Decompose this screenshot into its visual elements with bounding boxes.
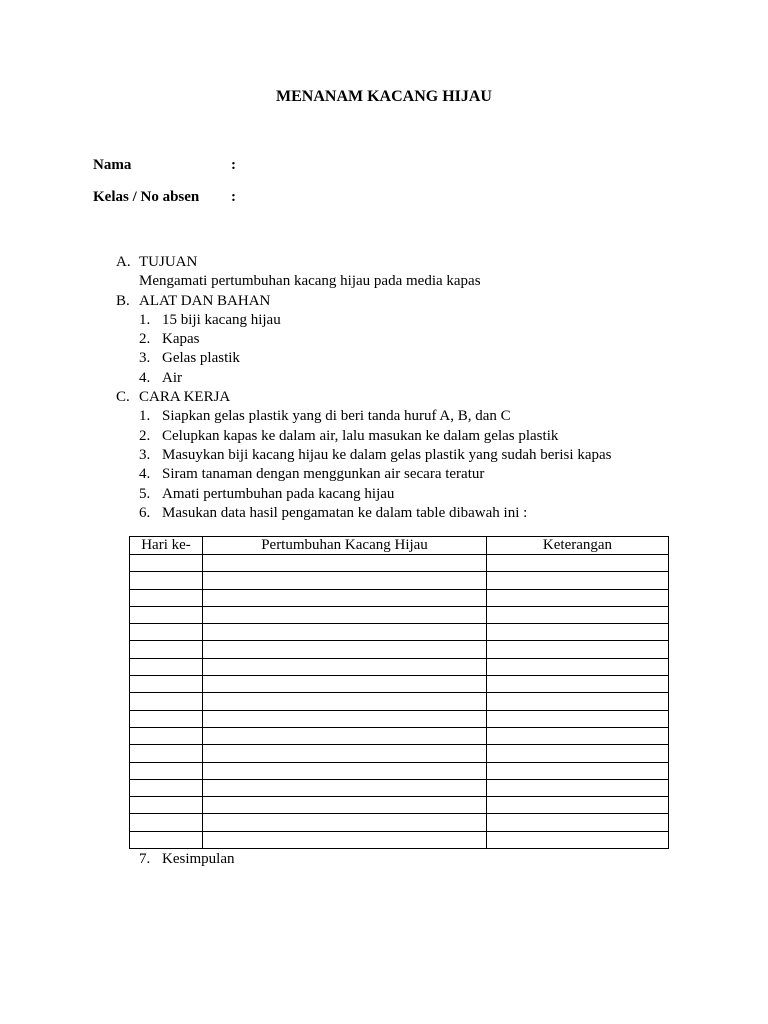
table-cell[interactable] (487, 624, 669, 641)
item-text: Siapkan gelas plastik yang di beri tanda huruf A, B, dan C (162, 408, 511, 425)
item-text: 15 biji kacang hijau (162, 311, 281, 328)
item-number: 1. (139, 311, 151, 328)
list-item (116, 446, 611, 465)
table-cell[interactable] (487, 641, 669, 658)
table-cell[interactable] (487, 745, 669, 762)
table-cell[interactable] (130, 555, 203, 572)
table-cell[interactable] (203, 589, 487, 606)
table-cell[interactable] (130, 797, 203, 814)
section-heading-text: CARA KERJA (139, 389, 231, 406)
section-letter: A. (116, 254, 131, 270)
item-number: 5. (139, 485, 151, 502)
item-number: 4. (139, 369, 151, 386)
table-cell[interactable] (203, 624, 487, 641)
table-cell[interactable] (203, 745, 487, 762)
table-cell[interactable] (130, 624, 203, 641)
table-cell[interactable] (487, 797, 669, 814)
section-letter: C. (116, 389, 130, 406)
field-label: Nama (93, 157, 132, 173)
table-row (130, 555, 669, 572)
table-cell[interactable] (487, 658, 669, 675)
section-heading-text: TUJUAN (139, 254, 198, 270)
table-cell[interactable] (203, 797, 487, 814)
section-b-list (116, 311, 611, 388)
table-row (130, 779, 669, 796)
table-cell[interactable] (203, 641, 487, 658)
section-a-text: Mengamati pertumbuhan kacang hijau pada media kapas (139, 273, 481, 290)
observation-table (129, 536, 669, 849)
table-cell[interactable] (487, 555, 669, 572)
table-row (130, 693, 669, 710)
table-cell[interactable] (487, 727, 669, 744)
list-item (116, 465, 611, 484)
table-cell[interactable] (130, 745, 203, 762)
table-cell[interactable] (203, 779, 487, 796)
table-cell[interactable] (203, 572, 487, 589)
table-cell[interactable] (487, 676, 669, 693)
table-cell[interactable] (487, 572, 669, 589)
table-cell[interactable] (130, 658, 203, 675)
table-row (130, 624, 669, 641)
field-kelas-no-absen (93, 189, 236, 206)
table-cell[interactable] (203, 710, 487, 727)
table-row (130, 641, 669, 658)
item-text: Masukan data hasil pengamatan ke dalam table dibawah ini : (162, 504, 528, 521)
table-row (130, 710, 669, 727)
kesimpulan-item (139, 850, 235, 869)
table-cell[interactable] (487, 779, 669, 796)
list-item (116, 330, 611, 349)
item-number: 2. (139, 427, 151, 444)
item-text: Air (162, 369, 182, 386)
column-header-keterangan: Keterangan (487, 537, 669, 555)
table-cell[interactable] (130, 589, 203, 606)
table-cell[interactable] (203, 727, 487, 744)
item-text: Celupkan kapas ke dalam air, lalu masukan ke dalam gelas plastik (162, 427, 559, 444)
table-cell[interactable] (130, 676, 203, 693)
table-cell[interactable] (203, 658, 487, 675)
table-cell[interactable] (487, 589, 669, 606)
table-cell[interactable] (203, 762, 487, 779)
table-cell[interactable] (203, 814, 487, 831)
item-number: 2. (139, 331, 151, 348)
list-item (116, 369, 611, 388)
table-row (130, 572, 669, 589)
table-cell[interactable] (203, 693, 487, 710)
item-text: Amati pertumbuhan pada kacang hijau (162, 485, 395, 502)
table-cell[interactable] (487, 710, 669, 727)
table-cell[interactable] (203, 606, 487, 623)
table-header-row (130, 537, 669, 555)
table-cell[interactable] (130, 779, 203, 796)
table-row (130, 831, 669, 848)
item-number: 3. (139, 350, 151, 367)
field-colon: : (231, 157, 236, 173)
table-cell[interactable] (130, 762, 203, 779)
item-text: Masuykan biji kacang hijau ke dalam gelas plastik yang sudah berisi kapas (162, 446, 612, 463)
item-text: Siram tanaman dengan menggunkan air secara teratur (162, 466, 485, 483)
item-number: 6. (139, 504, 151, 521)
table-row (130, 745, 669, 762)
table-cell[interactable] (487, 693, 669, 710)
table-cell[interactable] (487, 814, 669, 831)
table-row (130, 797, 669, 814)
table-cell[interactable] (130, 641, 203, 658)
table-cell[interactable] (130, 606, 203, 623)
table-cell[interactable] (487, 606, 669, 623)
list-item (116, 485, 611, 504)
section-a-heading (116, 253, 611, 272)
table-cell[interactable] (203, 676, 487, 693)
table-cell[interactable] (487, 762, 669, 779)
list-item (116, 311, 611, 330)
column-header-pertumbuhan: Pertumbuhan Kacang Hijau (203, 537, 487, 555)
list-item (116, 349, 611, 368)
item-number: 7. (139, 851, 151, 867)
table-row (130, 676, 669, 693)
list-item (116, 427, 611, 446)
sections-list (116, 253, 611, 523)
field-label: Kelas / No absen (93, 189, 200, 205)
table-cell[interactable] (130, 831, 203, 848)
table-cell[interactable] (130, 727, 203, 744)
table-cell[interactable] (130, 710, 203, 727)
field-colon: : (231, 189, 236, 205)
item-number: 3. (139, 446, 151, 463)
table-cell[interactable] (487, 831, 669, 848)
section-heading-text: ALAT DAN BAHAN (139, 292, 271, 309)
table-row (130, 658, 669, 675)
item-number: 4. (139, 466, 151, 483)
item-text: Gelas plastik (162, 350, 240, 367)
section-c-heading (116, 388, 611, 407)
table-cell[interactable] (203, 555, 487, 572)
table-cell[interactable] (203, 831, 487, 848)
item-text: Kesimpulan (162, 851, 235, 867)
table-cell[interactable] (130, 814, 203, 831)
field-nama (93, 157, 236, 174)
table-row (130, 727, 669, 744)
table-cell[interactable] (130, 693, 203, 710)
table-row (130, 762, 669, 779)
table-row (130, 814, 669, 831)
column-header-hari: Hari ke- (130, 537, 203, 555)
table-row (130, 589, 669, 606)
section-letter: B. (116, 292, 130, 309)
item-text: Kapas (162, 331, 200, 348)
list-item (116, 407, 611, 426)
table-row (130, 606, 669, 623)
item-number: 1. (139, 408, 151, 425)
section-b-heading (116, 292, 611, 311)
table-cell[interactable] (130, 572, 203, 589)
list-item (116, 504, 611, 523)
document-title: MENANAM KACANG HIJAU (276, 88, 492, 105)
section-c-list (116, 407, 611, 523)
